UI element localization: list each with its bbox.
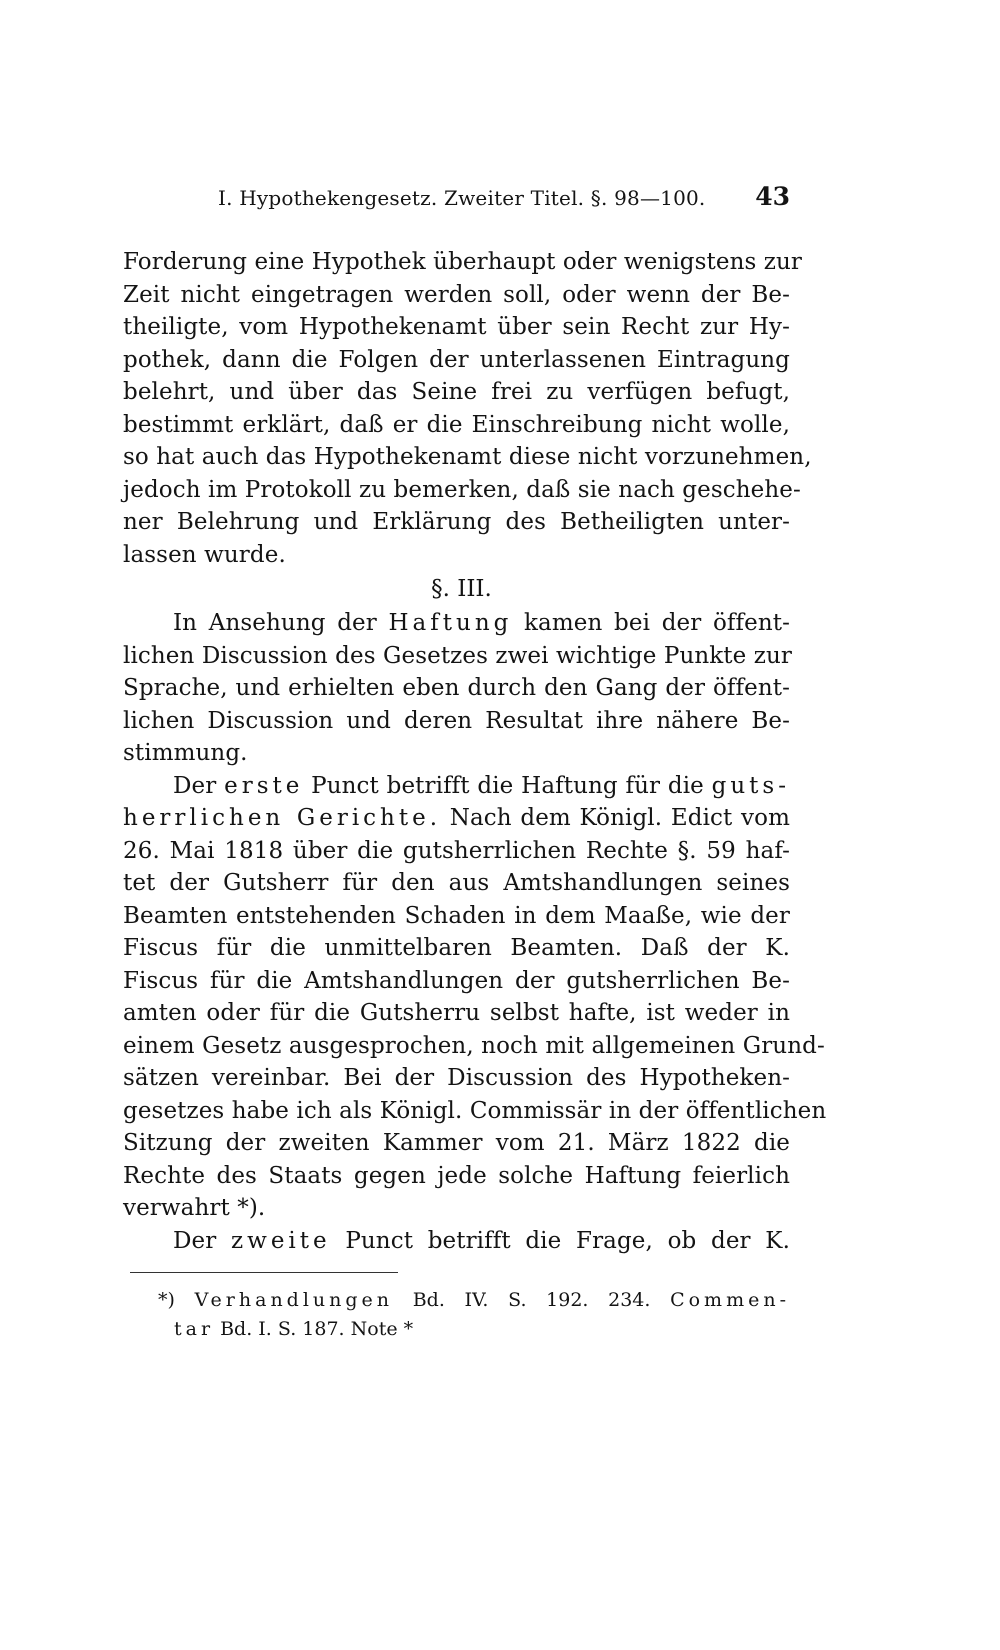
text-line: Sitzung der zweiten Kammer vom 21. März 1822 die	[123, 1130, 790, 1156]
emphasized-text: guts-	[711, 772, 790, 799]
text-line: Rechte des Staats gegen jede solche Haftung feierlich	[123, 1162, 790, 1189]
text-line: jedoch im Protokoll zu bemerken, daß sie nach geschehe-	[123, 476, 801, 503]
text-line	[123, 1225, 790, 1258]
text-line: tet der Gutsherr für den aus Amtshandlungen seines	[123, 870, 790, 896]
text-line	[123, 802, 790, 835]
paragraph-zweite-punct	[123, 1225, 790, 1258]
emphasized-text: zweite	[231, 1227, 331, 1254]
text-line: Fiscus für die Amtshandlungen der gutsherrlichen Be-	[123, 967, 790, 994]
footnote-line	[158, 1315, 790, 1344]
text-line: lichen Discussion des Gesetzes zwei wichtige Punkte zur	[123, 642, 792, 669]
text-line: lassen wurde.	[123, 541, 286, 568]
text-line: 26. Mai 1818 über die gutsherrlichen Rechte §. 59 haf-	[123, 837, 790, 864]
text-line	[123, 607, 790, 640]
text-line: Sprache, und erhielten eben durch den Gang der öffent-	[123, 675, 790, 701]
text-line: Fiscus für die unmittelbaren Beamten. Daß der K.	[123, 935, 790, 961]
text-line: theiligte, vom Hypothekenamt über sein Recht zur Hy-	[123, 314, 790, 340]
text-run: Bd. I. S. 187. Note *	[214, 1318, 414, 1340]
paragraph-erste-punct	[123, 770, 827, 1225]
text-line: sätzen vereinbar. Bei der Discussion des Hypotheken-	[123, 1065, 790, 1091]
emphasized-text: Haftung	[388, 610, 513, 636]
paragraph-continuation	[123, 246, 812, 571]
text-run: kamen bei der öffent-	[512, 610, 790, 636]
text-line: einem Gesetz ausgesprochen, noch mit allgemeinen Grund-	[123, 1032, 825, 1059]
emphasized-text: Verhandlungen	[194, 1289, 394, 1311]
text-run: In Ansehung der	[173, 610, 389, 636]
main-text	[123, 246, 827, 1257]
text-line: so hat auch das Hypothekenamt diese nicht vorzunehmen,	[123, 444, 812, 470]
text-line	[123, 770, 790, 803]
footnote	[158, 1286, 790, 1344]
text-line: bestimmt erklärt, daß er die Einschreibung nicht wolle,	[123, 411, 790, 438]
text-line: Forderung eine Hypothek überhaupt oder wenigstens zur	[123, 249, 803, 275]
text-line: ner Belehrung und Erklärung des Betheiligten unter-	[123, 509, 790, 535]
running-head: I. Hypothekengesetz. Zweiter Titel. §. 98—100.	[218, 186, 706, 210]
emphasized-text: erste	[224, 772, 304, 799]
text-run: Bd. IV. S. 192. 234.	[393, 1289, 671, 1311]
text-line: Zeit nicht eingetragen werden soll, oder wenn der Be-	[123, 281, 790, 308]
footnote-marker: *)	[158, 1289, 195, 1311]
text-run: Der	[173, 1227, 232, 1254]
text-run: Der	[173, 772, 225, 799]
footnote-line	[158, 1286, 790, 1315]
text-line: lichen Discussion und deren Resultat ihre nähere Be-	[123, 707, 790, 734]
text-line: gesetzes habe ich als Königl. Commissär in der öffentlichen	[123, 1097, 827, 1124]
text-line: verwahrt *).	[123, 1195, 266, 1221]
text-line: amten oder für die Gutsherru selbst hafte, ist weder in	[123, 1000, 790, 1026]
text-run: Nach dem Königl. Edict vom	[441, 805, 791, 831]
emphasized-text: Commen-	[670, 1289, 790, 1311]
section-heading: §. III.	[431, 576, 492, 602]
text-line: stimmung.	[123, 740, 248, 766]
footnote-divider	[130, 1272, 398, 1273]
page-header	[218, 182, 790, 220]
paragraph-haftung	[123, 607, 790, 770]
emphasized-text: herrlichen Gerichte.	[123, 805, 442, 831]
text-line: pothek, dann die Folgen der unterlassenen Eintragung	[123, 346, 790, 373]
text-line: belehrt, und über das Seine frei zu verfügen befugt,	[123, 379, 790, 405]
text-run: Punct betrifft die Frage, ob der K.	[330, 1227, 790, 1254]
emphasized-text: tar	[174, 1318, 215, 1340]
text-line: Beamten entstehenden Schaden in dem Maaße, wie der	[123, 902, 790, 929]
text-run: Punct betrifft die Haftung für die	[303, 772, 712, 799]
page-number: 43	[755, 182, 790, 211]
